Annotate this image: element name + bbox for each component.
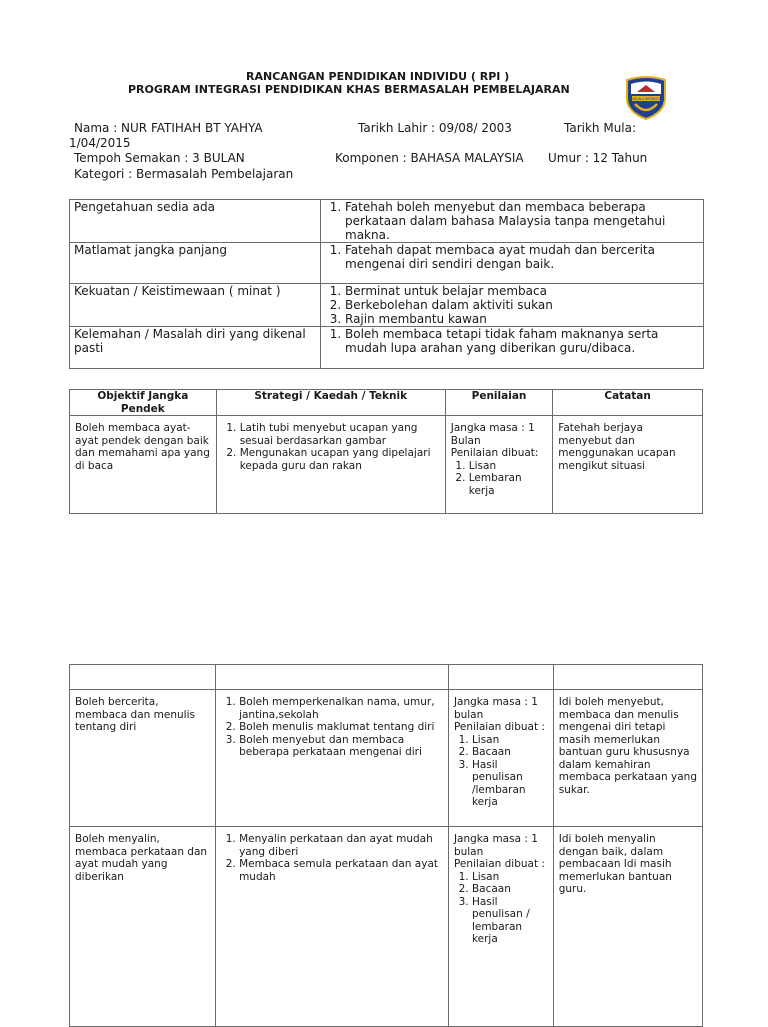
objektif-cell: Boleh menyalin, membaca perkataan dan ayat mudah yang diberikan: [70, 827, 216, 1027]
header-objektif: Objektif Jangka Pendek: [70, 390, 217, 416]
penilaian-dibuat: Penilaian dibuat:: [450, 447, 539, 459]
list-item: 1. Latih tubi menyebut ucapan yang sesuai berdasarkan gambar: [240, 422, 441, 447]
profile-label: Matlamat jangka panjang: [70, 243, 321, 284]
penilaian-dibuat: Penilaian dibuat :: [453, 721, 545, 733]
list-item: 3. Hasil penulisan /lembaran kerja: [472, 759, 549, 809]
plan-table-continued: [69, 664, 703, 1027]
table-row: [70, 827, 703, 1027]
list-item: 1. Berminat untuk belajar membaca: [345, 284, 699, 298]
plan-table: [69, 389, 703, 514]
profile-label: Kekuatan / Keistimewaan ( minat ): [70, 284, 321, 327]
tempoh-semakan-field: Tempoh Semakan : 3 BULAN: [74, 151, 245, 165]
penilaian-cell: [448, 690, 553, 827]
profile-content: [321, 327, 704, 369]
objektif-cell: Boleh membaca ayat-ayat pendek dengan baik dan memahami apa yang di baca: [70, 416, 217, 514]
nama-field: Nama : NUR FATIHAH BT YAHYA: [74, 121, 263, 135]
header-penilaian: Penilaian: [445, 390, 553, 416]
strategi-cell: [216, 690, 449, 827]
list-item: 1. Boleh membaca tetapi tidak faham maknanya serta mudah lupa arahan yang diberikan guru/dibaca.: [345, 327, 699, 355]
list-item: 2. Bacaan: [472, 883, 549, 896]
profile-row: [70, 284, 704, 327]
list-item: 3. Boleh menyebut dan membaca beberapa perkataan mengenai diri: [239, 734, 444, 759]
profile-row: [70, 327, 704, 369]
penilaian-dibuat: Penilaian dibuat :: [453, 858, 545, 870]
list-item: 1. Menyalin perkataan dan ayat mudah yang diberi: [239, 833, 444, 858]
list-item: 2. Bacaan: [472, 746, 549, 759]
school-crest-logo: [625, 74, 667, 120]
empty-cell: [216, 665, 449, 690]
profile-row: [70, 200, 704, 243]
list-item: 2. Membaca semula perkataan dan ayat mudah: [239, 858, 444, 883]
empty-cell: [553, 665, 702, 690]
document-subtitle: PROGRAM INTEGRASI PENDIDIKAN KHAS BERMASALAH PEMBELAJARAN: [128, 83, 570, 96]
objektif-cell: Boleh bercerita, membaca dan menulis tentang diri: [70, 690, 216, 827]
tarikh-lahir-field: Tarikh Lahir : 09/08/ 2003: [358, 121, 512, 135]
penilaian-cell: [448, 827, 553, 1027]
penilaian-cell: [445, 416, 553, 514]
umur-field: Umur : 12 Tahun: [548, 151, 648, 165]
tarikh-mula-label: Tarikh Mula:: [564, 121, 637, 135]
strategi-cell: [216, 416, 445, 514]
list-item: 2. Mengunakan ucapan yang dipelajari kepada guru dan rakan: [240, 447, 441, 472]
header-strategi: Strategi / Kaedah / Teknik: [216, 390, 445, 416]
list-item: 1. Lisan: [469, 460, 549, 473]
list-item: 2. Lembaran kerja: [469, 472, 549, 497]
profile-content: [321, 200, 704, 243]
table-row: [70, 690, 703, 827]
empty-cell: [448, 665, 553, 690]
strategi-cell: [216, 827, 449, 1027]
list-item: 1. Fatehah boleh menyebut dan membaca beberapa perkataan dalam bahasa Malaysia tanpa mengetahui makna.: [345, 200, 699, 242]
empty-cell: [70, 665, 216, 690]
list-item: 2. Boleh menulis maklumat tentang diri: [239, 721, 444, 734]
profile-row: [70, 243, 704, 284]
list-item: 1. Fatehah dapat membaca ayat mudah dan bercerita mengenai diri sendiri dengan baik.: [345, 243, 699, 271]
profile-content: [321, 284, 704, 327]
profile-content: [321, 243, 704, 284]
catatan-cell: Idi boleh menyalin dengan baik, dalam pembacaan Idi masih memerlukan bantuan guru.: [553, 827, 702, 1027]
komponen-field: Komponen : BAHASA MALAYSIA: [335, 151, 524, 165]
catatan-cell: Idi boleh menyebut, membaca dan menulis mengenai diri tetapi masih memerlukan bantuan guru khususnya dalam kemahiran membaca perkataan yang sukar.: [553, 690, 702, 827]
plan-header-row: [70, 390, 703, 416]
profile-label: Kelemahan / Masalah diri yang dikenal pasti: [70, 327, 321, 369]
list-item: 1. Boleh memperkenalkan nama, umur, jantina,sekolah: [239, 696, 444, 721]
jangka-masa: Jangka masa : 1 bulan: [453, 833, 538, 858]
logo-text: SELALU BERBUDI: [632, 97, 660, 101]
jangka-masa: Jangka masa : 1 Bulan: [450, 422, 535, 447]
catatan-cell: Fatehah berjaya menyebut dan menggunakan ucapan mengikut situasi: [553, 416, 703, 514]
kategori-field: Kategori : Bermasalah Pembelajaran: [74, 167, 294, 181]
document-title: RANCANGAN PENDIDIKAN INDIVIDU ( RPI ): [246, 70, 510, 83]
profile-label: Pengetahuan sedia ada: [70, 200, 321, 243]
tarikh-mula-value: 1/04/2015: [69, 136, 131, 150]
list-item: 3. Hasil penulisan / lembaran kerja: [472, 896, 549, 946]
table-row: [70, 416, 703, 514]
list-item: 2. Berkebolehan dalam aktiviti sukan: [345, 298, 699, 312]
list-item: 1. Lisan: [472, 734, 549, 747]
jangka-masa: Jangka masa : 1 bulan: [453, 696, 538, 721]
list-item: 3. Rajin membantu kawan: [345, 312, 699, 326]
header-catatan: Catatan: [553, 390, 703, 416]
empty-header-row: [70, 665, 703, 690]
list-item: 1. Lisan: [472, 871, 549, 884]
profile-table: [69, 199, 704, 369]
